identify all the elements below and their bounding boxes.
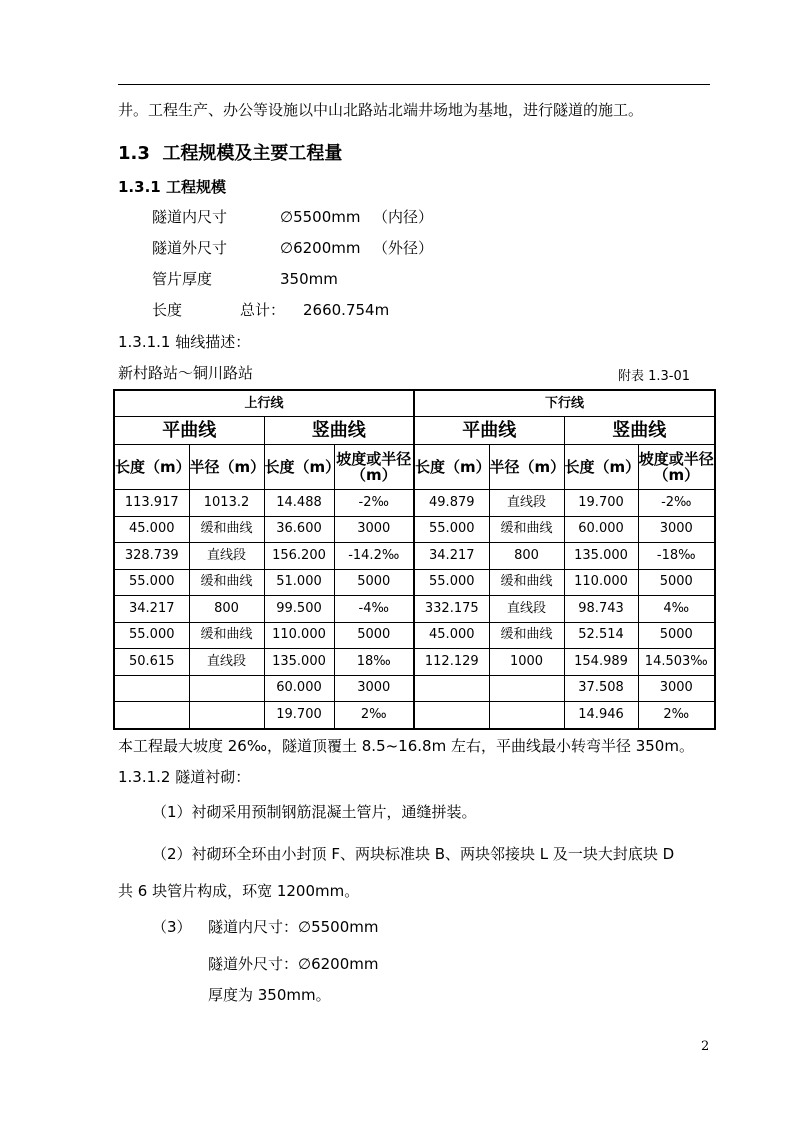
table-cell: 5000: [334, 622, 414, 649]
intro-paragraph: 井。工程生产、办公等设施以中山北路站北端井场地为基地，进行隧道的施工。: [118, 101, 644, 119]
table-cell: 5000: [638, 622, 715, 649]
lining-item-3-number: （3）: [152, 918, 192, 936]
table-cell: 800: [189, 596, 264, 623]
header-up-line: 上行线: [114, 390, 414, 417]
table-cell: [414, 675, 489, 702]
table-row: [114, 649, 715, 676]
table-cell: 112.129: [414, 649, 489, 676]
length-total-label: 总计：: [240, 301, 286, 319]
appendix-label: 附表 1.3-01: [618, 369, 691, 384]
table-cell: 49.879: [414, 490, 489, 517]
table-cell: 3000: [638, 675, 715, 702]
header-flat-curve: 平曲线: [414, 417, 564, 445]
table-cell: 154.989: [564, 649, 638, 676]
length-value: 2660.754m: [303, 301, 390, 319]
table-row: [114, 622, 715, 649]
table-cell: 45.000: [114, 516, 189, 543]
header-rule: [118, 84, 710, 85]
table-cell: 52.514: [564, 622, 638, 649]
table-cell: 99.500: [264, 596, 334, 623]
page-number: 2: [701, 1039, 710, 1054]
spec-label: 管片厚度: [152, 270, 213, 288]
table-cell: 328.739: [114, 543, 189, 570]
table-cell: -18‰: [638, 543, 715, 570]
table-cell: 缓和曲线: [189, 569, 264, 596]
table-cell: [489, 702, 564, 729]
header-flat-curve: 平曲线: [114, 417, 264, 445]
table-cell: 19.700: [564, 490, 638, 517]
table-cell: 直线段: [489, 596, 564, 623]
route-label: 新村路站～铜川路站: [118, 364, 254, 382]
table-cell: 51.000: [264, 569, 334, 596]
table-cell: 34.217: [414, 543, 489, 570]
lining-item-2: （2）衬砌环全环由小封顶 F、两块标准块 B、两块邻接块 L 及一块大封底块 D: [152, 845, 675, 863]
section-number: 1.3: [118, 143, 150, 164]
table-cell: 19.700: [264, 702, 334, 729]
table-cell: 1013.2: [189, 490, 264, 517]
column-header: 坡度或半径（m）: [334, 445, 414, 490]
table-cell: 2‰: [638, 702, 715, 729]
table-cell: 60.000: [564, 516, 638, 543]
table-row: [114, 516, 715, 543]
column-header: 半径（m）: [189, 445, 264, 490]
table-row: [114, 569, 715, 596]
table-cell: -4‰: [334, 596, 414, 623]
header-vertical-curve: 竖曲线: [264, 417, 414, 445]
table-cell: 直线段: [189, 543, 264, 570]
table-cell: 37.508: [564, 675, 638, 702]
spec-note: （内径）: [373, 208, 434, 226]
table-row: [114, 675, 715, 702]
column-header: 长度（m）: [264, 445, 334, 490]
table-cell: 缓和曲线: [189, 622, 264, 649]
table-cell: 113.917: [114, 490, 189, 517]
table-cell: 4‰: [638, 596, 715, 623]
lining-item-1: （1）衬砌采用预制钢筋混凝土管片，通缝拼装。: [152, 803, 477, 821]
table-cell: 14.488: [264, 490, 334, 517]
table-cell: 14.503‰: [638, 649, 715, 676]
table-cell: 45.000: [414, 622, 489, 649]
column-header: 长度（m）: [114, 445, 189, 490]
table-cell: 98.743: [564, 596, 638, 623]
spec-note: （外径）: [373, 239, 434, 257]
table-cell: 14.946: [564, 702, 638, 729]
table-cell: 110.000: [564, 569, 638, 596]
lining-item-3: 隧道内尺寸：∅5500mm: [208, 918, 379, 936]
table-cell: 缓和曲线: [489, 622, 564, 649]
column-header: 长度（m）: [414, 445, 489, 490]
table-cell: 5000: [638, 569, 715, 596]
table-cell: 缓和曲线: [489, 569, 564, 596]
header-vertical-curve: 竖曲线: [564, 417, 715, 445]
lining-heading: 1.3.1.2 隧道衬砌：: [118, 768, 251, 786]
table-cell: 直线段: [489, 490, 564, 517]
column-header: 坡度或半径（m）: [638, 445, 715, 490]
table-cell: [414, 702, 489, 729]
table-cell: 3000: [334, 675, 414, 702]
summary-paragraph: 本工程最大坡度 26‰，隧道顶覆土 8.5~16.8m 左右，平曲线最小转弯半径 350m。: [118, 737, 694, 755]
table-cell: 110.000: [264, 622, 334, 649]
table-cell: 55.000: [414, 516, 489, 543]
table-cell: [189, 702, 264, 729]
table-cell: 34.217: [114, 596, 189, 623]
alignment-table: [113, 389, 716, 730]
lining-item-3-line: 厚度为 350mm。: [208, 986, 331, 1004]
length-label: 长度: [152, 301, 183, 319]
table-cell: 135.000: [264, 649, 334, 676]
spec-label: 隧道内尺寸: [152, 208, 228, 226]
section-heading-1-3: [118, 139, 342, 165]
table-cell: 36.600: [264, 516, 334, 543]
section-number: 1.3.1: [118, 178, 161, 196]
lining-item-2-cont: 共 6 块管片构成，环宽 1200mm。: [118, 882, 360, 900]
table-cell: 156.200: [264, 543, 334, 570]
table-cell: 55.000: [114, 569, 189, 596]
table-cell: [189, 675, 264, 702]
table-cell: 18‰: [334, 649, 414, 676]
table-cell: 直线段: [189, 649, 264, 676]
header-down-line: 下行线: [414, 390, 715, 417]
table-row: [114, 702, 715, 729]
table-cell: 55.000: [114, 622, 189, 649]
lining-item-3-line: 隧道外尺寸：∅6200mm: [208, 955, 379, 973]
section-heading-1-3-1: [118, 176, 226, 197]
table-cell: -14.2‰: [334, 543, 414, 570]
table-cell: 缓和曲线: [189, 516, 264, 543]
table-cell: 1000: [489, 649, 564, 676]
table-cell: 3000: [638, 516, 715, 543]
table-cell: 2‰: [334, 702, 414, 729]
column-header: 半径（m）: [489, 445, 564, 490]
axis-heading: 1.3.1.1 轴线描述：: [118, 333, 251, 351]
spec-value: ∅5500mm: [280, 208, 361, 226]
table-body: [114, 490, 715, 729]
section-title: 工程规模及主要工程量: [162, 143, 343, 164]
table-cell: -2‰: [334, 490, 414, 517]
table-cell: 5000: [334, 569, 414, 596]
table-cell: -2‰: [638, 490, 715, 517]
table-row: [114, 596, 715, 623]
spec-value: 350mm: [280, 270, 338, 288]
table-cell: 800: [489, 543, 564, 570]
column-header: 长度（m）: [564, 445, 638, 490]
table-cell: 3000: [334, 516, 414, 543]
table-row: [114, 543, 715, 570]
table-cell: 55.000: [414, 569, 489, 596]
table-cell: 缓和曲线: [489, 516, 564, 543]
table-cell: 332.175: [414, 596, 489, 623]
spec-value: ∅6200mm: [280, 239, 361, 257]
table-cell: [114, 702, 189, 729]
section-title: 工程规模: [165, 178, 226, 196]
table-row: [114, 490, 715, 517]
table-cell: 135.000: [564, 543, 638, 570]
table-cell: 60.000: [264, 675, 334, 702]
spec-label: 隧道外尺寸: [152, 239, 228, 257]
table-cell: 50.615: [114, 649, 189, 676]
table-cell: [114, 675, 189, 702]
table-cell: [489, 675, 564, 702]
